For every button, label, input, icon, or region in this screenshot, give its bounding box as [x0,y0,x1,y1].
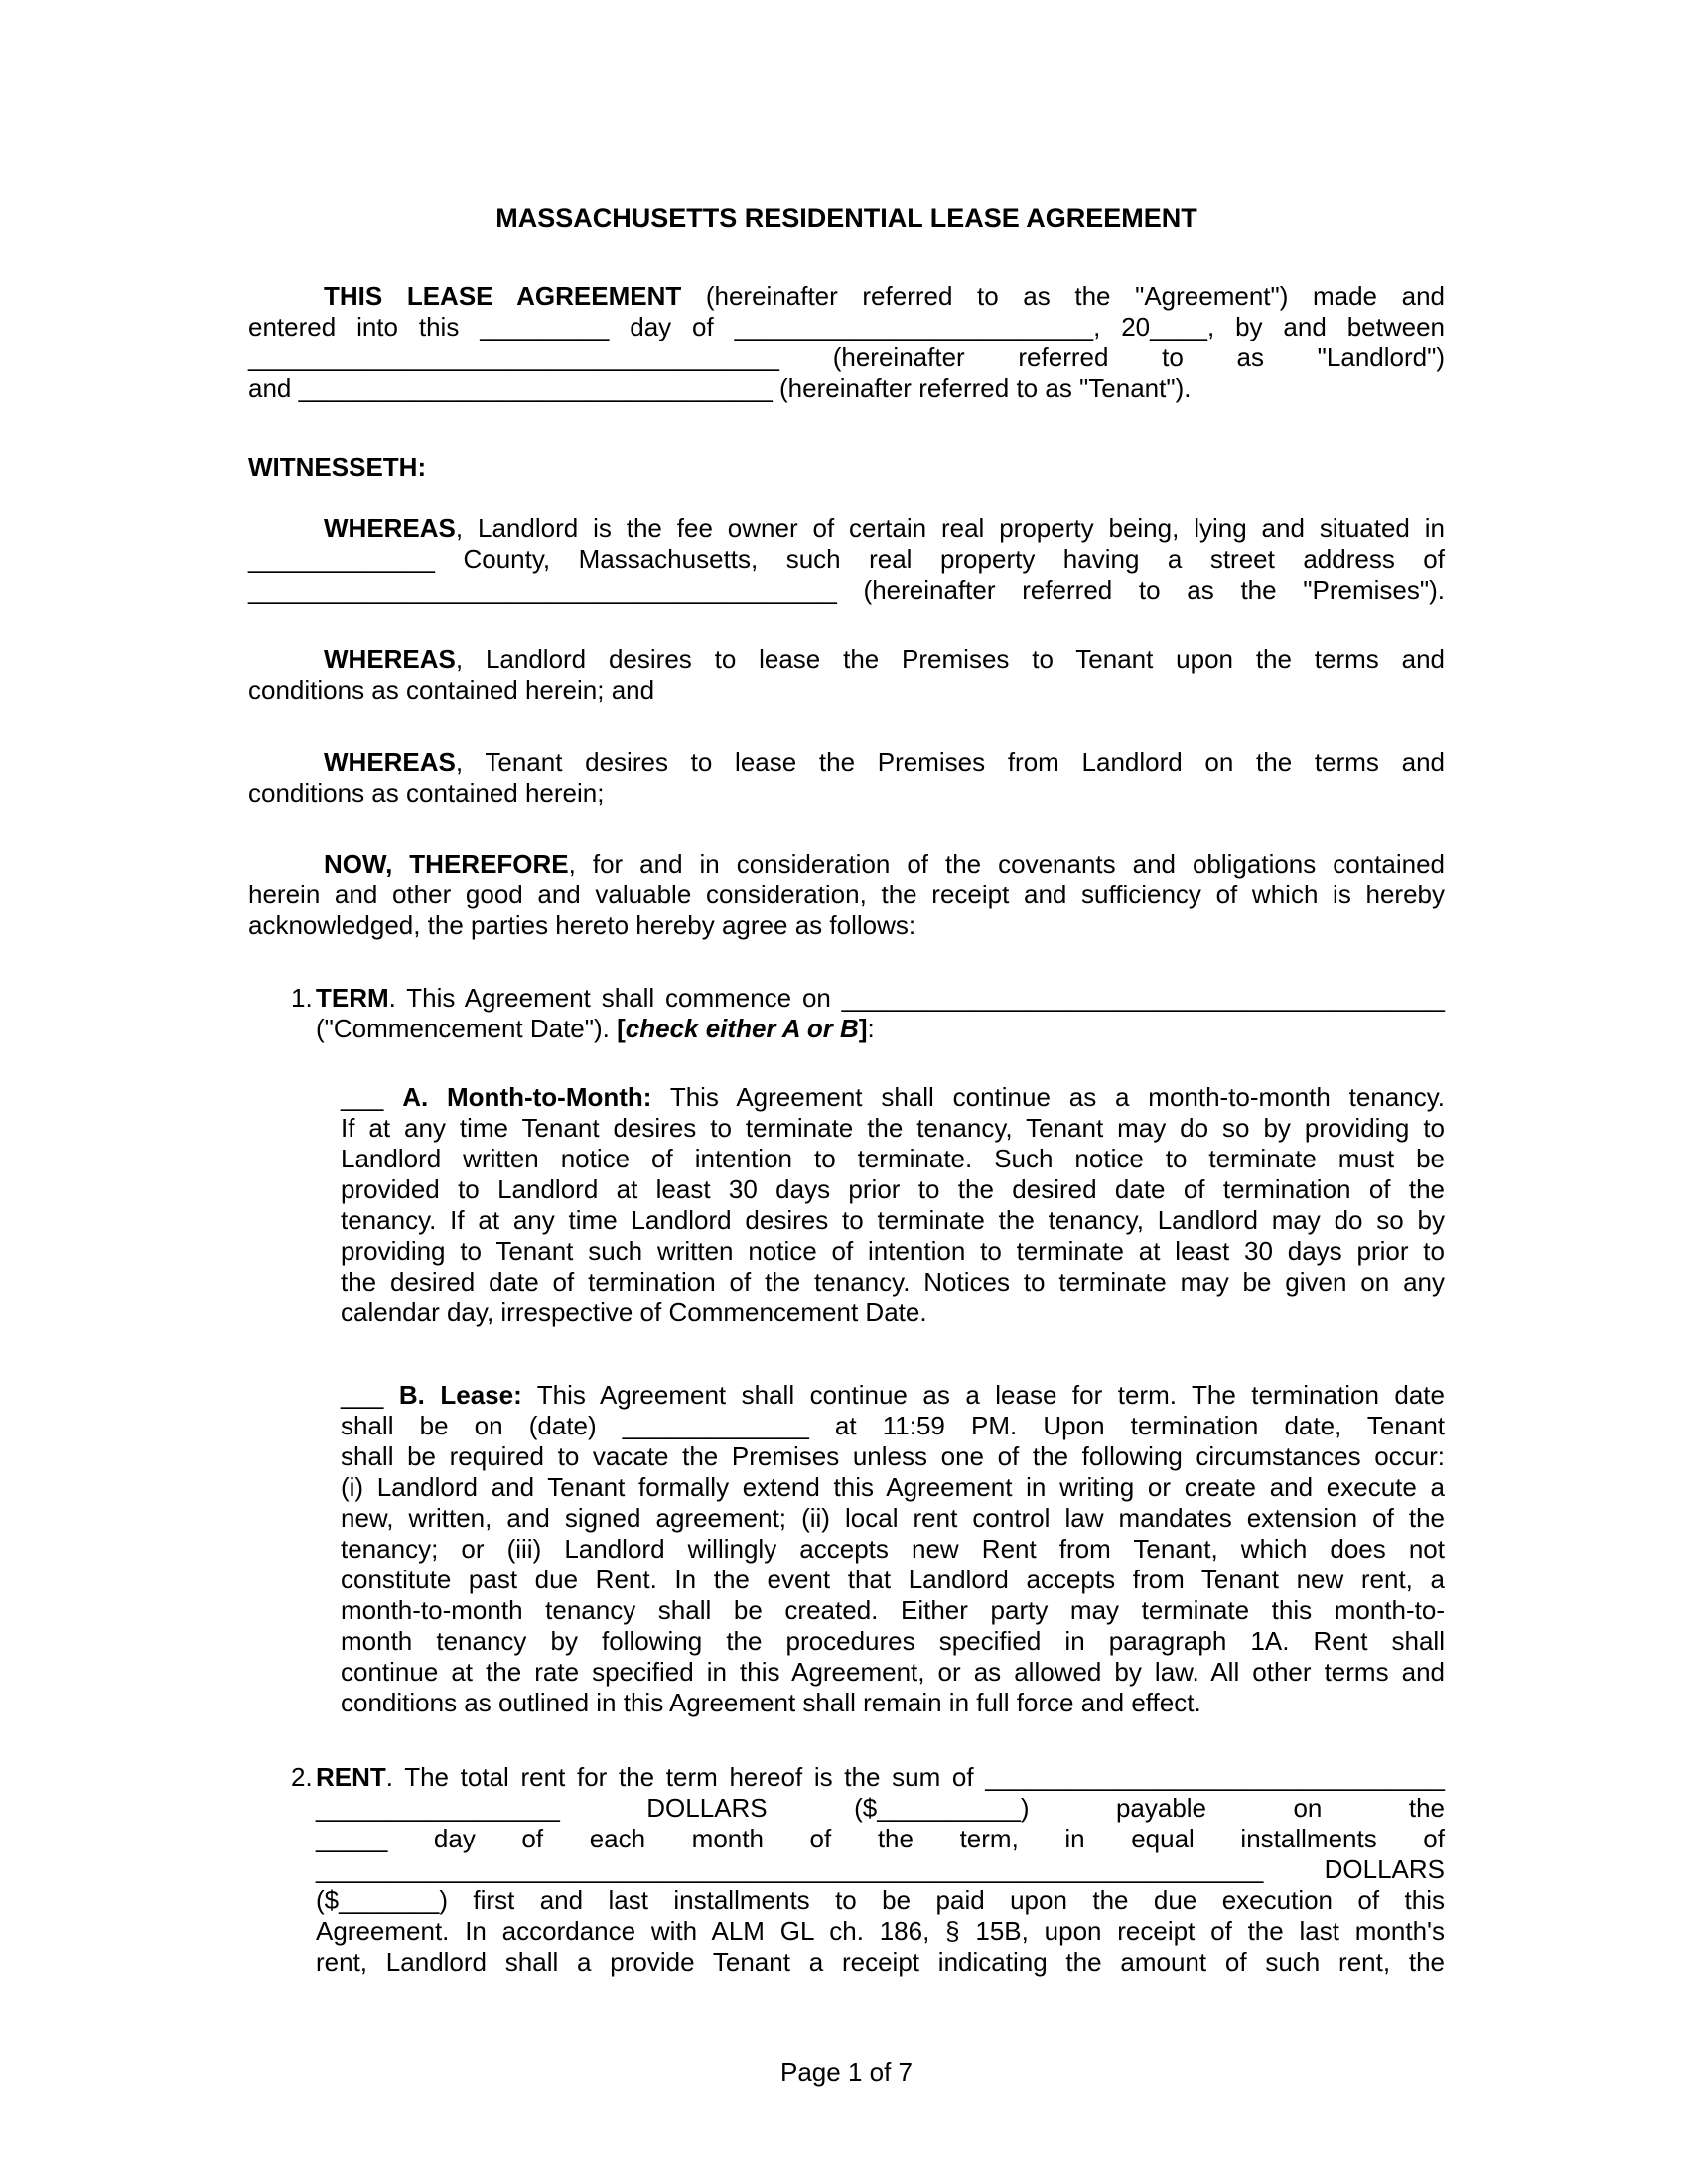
term-line-2 [316,1014,1445,1044]
lead-text: WHEREAS [324,748,456,777]
document-title: MASSACHUSETTS RESIDENTIAL LEASE AGREEMENT [495,204,1197,233]
rent-line-5: ($_______) first and last installments to be paid upon the due execution of this [316,1885,1445,1915]
option-a-line-7: the desired date of termination of the tenancy. Notices to terminate may be given on any [341,1267,1445,1297]
intro-line-4: and _________________________________ (hereinafter referred to as "Tenant"). [248,373,1192,403]
whereas-owner-paragraph [248,513,1445,606]
option-b-line-11: conditions as outlined in this Agreement shall remain in full force and effect. [341,1688,1201,1717]
option-b-line-7: constitute past due Rent. In the event that Landlord accepts from Tenant new rent, a [341,1565,1445,1594]
witnesseth-text: WITNESSETH: [248,452,427,481]
option-a-line-6: providing to Tenant such written notice of intention to terminate at least 30 days prior to [341,1236,1445,1266]
text-run: This Agreement shall continue as a lease for term. The termination date [521,1380,1445,1410]
intro-line-1 [248,281,1445,312]
rent-line-4: __________________________________________________________________ DOLLARS [316,1854,1445,1884]
section-1-term [291,983,1445,1044]
document-content [248,204,1446,2087]
whereas-tenant-line-1 [248,748,1445,778]
intro-line-3: _____________________________________ (hereinafter referred to as "Landlord") [248,342,1445,372]
list-number: 1. [291,983,313,1013]
whereas-tenant-line-2: conditions as contained herein; [248,778,605,808]
option-a-line-3: Landlord written notice of intention to terminate. Such notice to terminate must be [341,1144,1445,1173]
lead-text: B. Lease: [398,1380,522,1410]
lead-text: TERM [316,983,389,1013]
rent-line-3: _____ day of each month of the term, in equal installments of [316,1824,1445,1853]
page-number: Page 1 of 7 [780,2057,913,2087]
option-a-line-4: provided to Landlord at least 30 days prior to the desired date of termination of the [341,1174,1445,1204]
bracket-open: [ [617,1014,626,1043]
blank-field: __________________________________________ [841,983,1445,1013]
whereas-landlord-paragraph [248,644,1445,706]
witnesseth-heading [248,452,1445,482]
term-line-1 [316,983,1445,1014]
whereas-owner-line-1 [248,513,1445,544]
text-run: (hereinafter referred to as the "Agreement") made and [681,281,1445,311]
text-run: This Agreement shall continue as a month-to-month tenancy. [651,1082,1445,1112]
option-b-line-8: month-to-month tenancy shall be created. Either party may terminate this month-to- [341,1595,1445,1625]
option-a-line-2: If at any time Tenant desires to terminate the tenancy, Tenant may do so by providing to [341,1113,1445,1143]
rent-line-2: _________________ DOLLARS ($__________) payable on the [316,1793,1445,1823]
lead-text: WHEREAS [324,513,456,543]
whereas-owner-line-3: _________________________________________ (hereinafter referred to as the "Premises"). [248,575,1445,605]
text-run: , Tenant desires to lease the Premises from Landlord on the terms and [455,748,1445,777]
whereas-owner-line-2: _____________ County, Massachusetts, such real property having a street address of [248,544,1445,574]
check-note: check either A or B [625,1014,859,1043]
text-run: , Landlord is the fee owner of certain real property being, lying and situated in [455,513,1445,543]
bracket-close: ] [858,1014,868,1043]
lead-text: A. Month-to-Month: [402,1082,652,1112]
now-therefore-line-2: herein and other good and valuable consideration, the receipt and sufficiency of which is hereby [248,880,1445,909]
intro-line-2: entered into this _________ day of _________________________, 20____, by and between [248,312,1445,341]
lead-text: RENT [316,1762,386,1792]
option-b-line-10: continue at the rate specified in this Agreement, or as allowed by law. All other terms and [341,1657,1445,1687]
lead-text: THIS LEASE AGREEMENT [324,281,682,311]
text-run: . The total rent for the term hereof is the sum of [385,1762,986,1792]
now-therefore-paragraph [248,849,1445,941]
text-run: : [867,1014,875,1043]
option-b-line-5: new, written, and signed agreement; (ii) local rent control law mandates extension of the [341,1503,1445,1533]
rent-line-1 [316,1762,1445,1793]
text-run: , for and in consideration of the covenants and obligations contained [568,849,1446,879]
option-a-line-5: tenancy. If at any time Landlord desires to terminate the tenancy, Landlord may do so by [341,1205,1445,1235]
whereas-tenant-paragraph [248,748,1445,809]
blank-field: ________________________________ [985,1762,1445,1792]
lead-text: NOW, THEREFORE [324,849,569,879]
option-b-line-9: month tenancy by following the procedures specified in paragraph 1A. Rent shall [341,1626,1445,1656]
lead-text: WHEREAS [324,644,456,674]
option-b-line-3: shall be required to vacate the Premises unless one of the following circumstances occur: [341,1441,1445,1471]
checkbox-blank-field: ___ [341,1082,403,1112]
section-2-rent [291,1762,1445,1978]
whereas-landlord-line-2: conditions as contained herein; and [248,675,655,705]
rent-line-6: Agreement. In accordance with ALM GL ch. 186, § 15B, upon receipt of the last month's [316,1916,1445,1946]
option-b-line-4: (i) Landlord and Tenant formally extend this Agreement in writing or create and execute a [341,1472,1445,1502]
option-b-line-6: tenancy; or (iii) Landlord willingly accepts new Rent from Tenant, which does not [341,1534,1445,1564]
option-a-month-to-month-paragraph [341,1082,1445,1328]
text-run: ("Commencement Date"). [316,1014,618,1043]
now-therefore-line-1 [248,849,1445,880]
option-b-lease-paragraph [341,1380,1445,1718]
option-a-line-8: calendar day, irrespective of Commencement Date. [341,1297,927,1327]
rent-line-7: rent, Landlord shall a provide Tenant a receipt indicating the amount of such rent, the [316,1947,1445,1977]
whereas-landlord-line-1 [248,644,1445,675]
checkbox-blank-field: ___ [341,1380,399,1410]
list-number: 2. [291,1762,313,1792]
text-run: . This Agreement shall commence on [388,983,842,1013]
option-b-line-2: shall be on (date) _____________ at 11:59 PM. Upon termination date, Tenant [341,1411,1445,1440]
option-b-line-1 [341,1380,1445,1411]
intro-paragraph [248,281,1445,404]
option-a-line-1 [341,1082,1445,1113]
now-therefore-line-3: acknowledged, the parties hereto hereby agree as follows: [248,910,916,940]
text-run: , Landlord desires to lease the Premises to Tenant upon the terms and [455,644,1445,674]
